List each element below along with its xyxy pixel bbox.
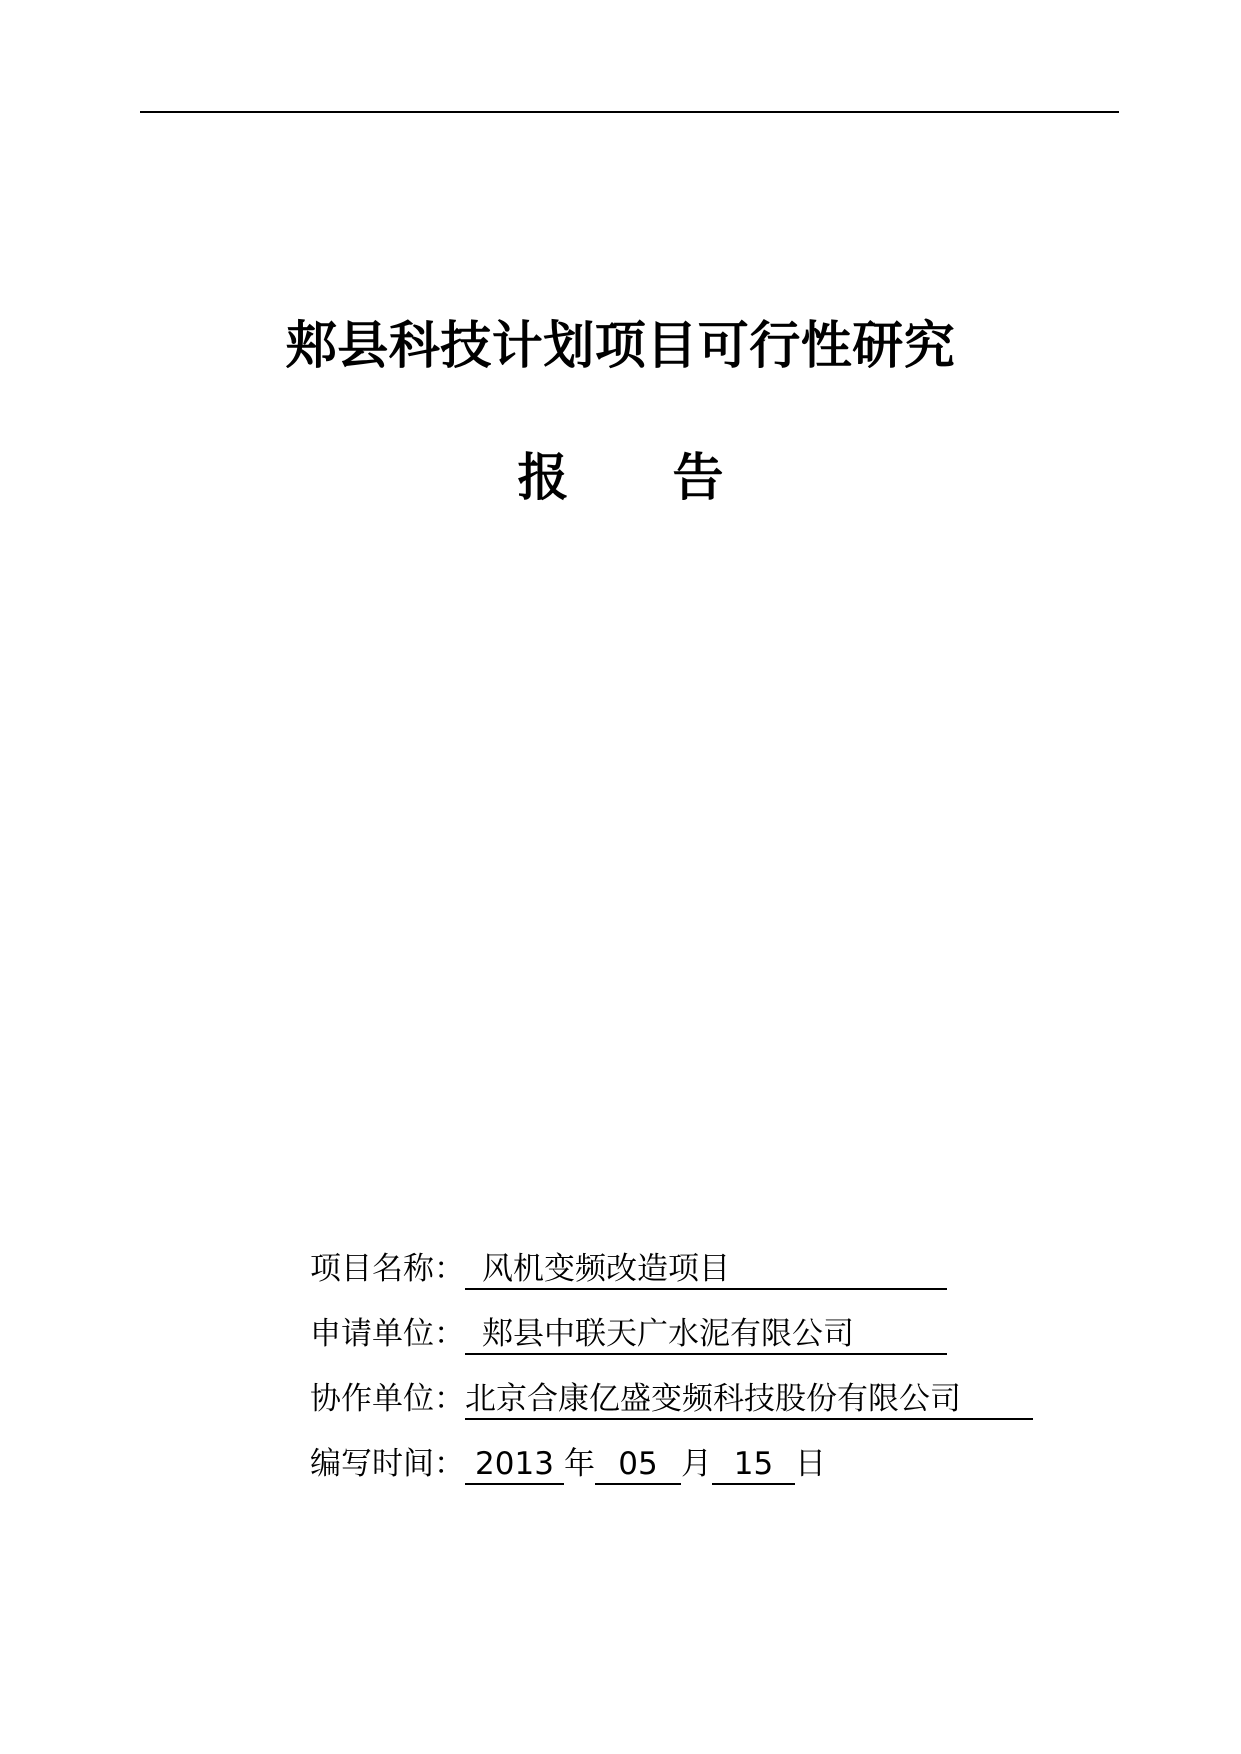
year-value: 2013: [475, 1446, 554, 1482]
applicant-row: [310, 1302, 1033, 1367]
month-value: 05: [618, 1446, 658, 1482]
project-name-value: 风机变频改造项目: [482, 1251, 730, 1287]
day-field: [712, 1445, 795, 1485]
date-label: 编写时间：: [310, 1446, 465, 1482]
cooperator-value: 北京合康亿盛变频科技股份有限公司: [465, 1381, 961, 1417]
report-subtitle: [0, 444, 1241, 514]
day-unit: 日: [795, 1446, 826, 1482]
subtitle-char-2: 告: [672, 449, 724, 508]
header-rule: [140, 111, 1119, 113]
year-field: [465, 1445, 564, 1485]
date-row: [310, 1432, 1033, 1497]
month-unit: 月: [681, 1446, 712, 1482]
project-name-label: 项目名称：: [310, 1251, 465, 1287]
year-unit: 年: [564, 1446, 595, 1482]
applicant-field: [465, 1315, 947, 1355]
project-name-field: [465, 1250, 947, 1290]
cooperator-row: [310, 1367, 1033, 1432]
project-info-block: [310, 1237, 1033, 1497]
applicant-value: 郏县中联天广水泥有限公司: [482, 1316, 854, 1352]
applicant-label: 申请单位：: [310, 1316, 465, 1352]
day-value: 15: [733, 1446, 774, 1482]
cooperator-label: 协作单位：: [310, 1381, 465, 1417]
report-title: 郏县科技计划项目可行性研究: [285, 317, 956, 376]
subtitle-char-1: 报: [517, 449, 569, 508]
month-field: [595, 1445, 681, 1485]
cooperator-field: [465, 1380, 1033, 1420]
project-name-row: [310, 1237, 1033, 1302]
